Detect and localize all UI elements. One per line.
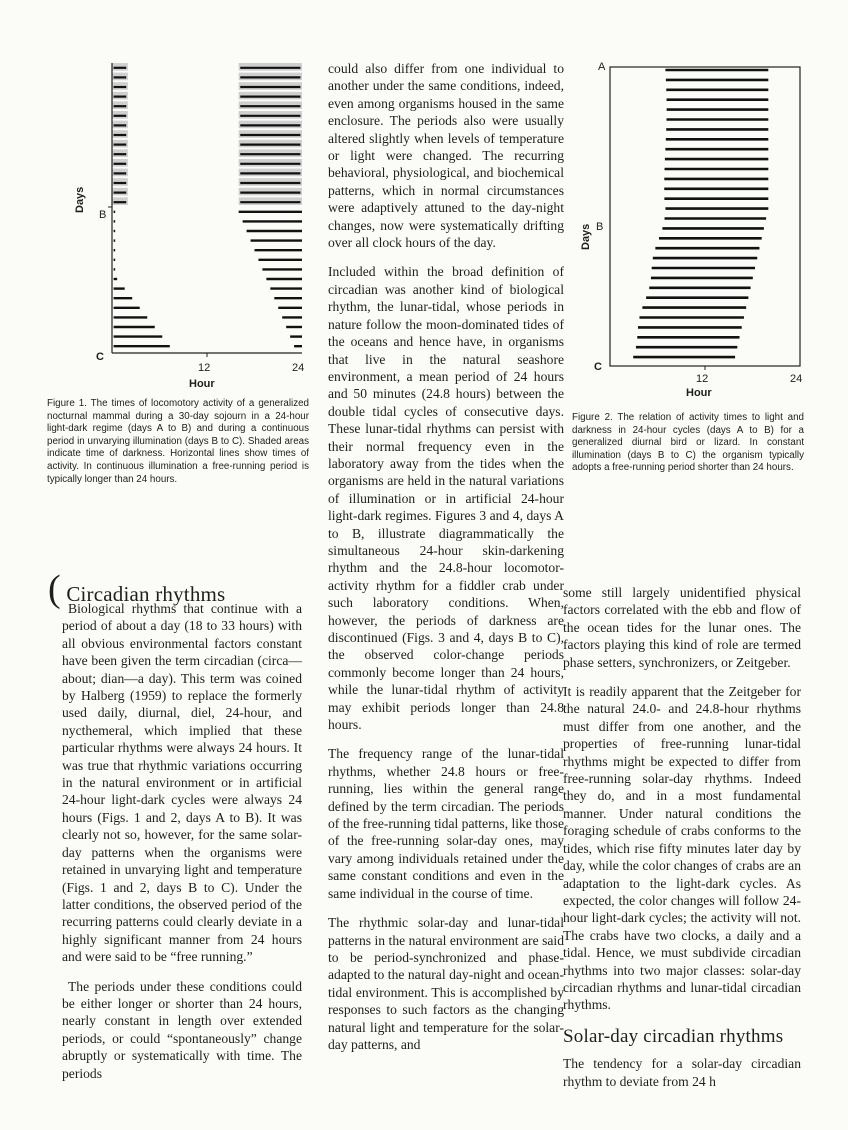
figure-1-day-row xyxy=(112,159,302,167)
figure-1-day-row xyxy=(112,130,302,138)
figure-1-day-row xyxy=(112,149,302,157)
figure-1-day-row xyxy=(112,169,302,177)
figure-1-y-axis-label: Days xyxy=(74,186,86,213)
figure-2-frame xyxy=(610,67,800,366)
figure-1-day-row xyxy=(112,197,302,205)
figure-1-day-row xyxy=(112,82,302,90)
figure-2-actogram xyxy=(578,55,828,400)
figure-1-actogram xyxy=(70,55,320,395)
left-column xyxy=(62,600,302,1082)
figure-1-day-row xyxy=(112,188,302,196)
section-heading-solar-day: Solar-day circadian rhythms xyxy=(563,1025,784,1047)
figure-2-marker-a: A xyxy=(598,61,606,73)
figure-1-day-row xyxy=(112,178,302,186)
bracket-mark: ( xyxy=(48,568,61,610)
figure-2-caption: Figure 2. The relation of activity times to light and darkness in 24-hour cycles (days A to B) for a generalized diurnal bird or lizard. In constant illumination (days B to C) the organism typically adopts a free-running period shorter than 24 hours. xyxy=(572,412,804,474)
paragraph: Biological rhythms that continue with a period of about a day (18 to 33 hours) with all obvious environmental factors constant have been given the term circadian (circa—about; dian—a day). This term was coined by Halberg (1959) to replace the formerly used daily, diurnal, diel, 24-hour, and nycthemeral, which implied that these particular rhythms were always 24 hours. It was true that rhythmic variations occurring in the natural environment or in artificial 24-hour light-dark cycles were always 24 hours (Figs. 1 and 2, days A to B). It was clearly not so, however, for the same solar-day patterns when the organisms were retained in unvarying light and temperature (Figs. 1 and 2, days B to C). Under the latter conditions, the observed period of the recurring patterns could clearly deviate in a highly significant manner from 24 hours and were said to be “free running.” xyxy=(62,601,302,965)
figure-1-day-row xyxy=(112,121,302,129)
figure-1-tick-24: 24 xyxy=(292,362,305,374)
figure-1-x-axis-label: Hour xyxy=(189,378,215,390)
figure-1-day-row xyxy=(112,140,302,148)
paragraph: could also differ from one individual to another under the same conditions, indeed, even among organisms housed in the same enclosure. The periods also were usually altered slightly when levels of temperature or light were changed. The recurring behavioral, physiological, and biochemical patterns, which in normal circumstances were adaptively attuned to the day-night changes, now were systematically drifting over all clock hours of the day. xyxy=(328,61,564,251)
middle-column xyxy=(328,60,564,1053)
figure-1-day-row xyxy=(112,63,302,71)
figure-1-day-row xyxy=(112,73,302,81)
figure-2-tick-24: 24 xyxy=(790,373,803,385)
figure-2-marker-b: B xyxy=(596,221,604,233)
figure-1-marker-c: C xyxy=(96,351,104,363)
paragraph: The periods under these conditions could be either longer or shorter than 24 hours, nearly constant in length over extended periods, or could “spontaneously” change abruptly or systematically with time. The periods xyxy=(62,978,302,1081)
figure-1-day-row xyxy=(112,111,302,119)
figure-1-day-row xyxy=(112,101,302,109)
figure-1-marker-b: B xyxy=(99,209,107,221)
figure-1 xyxy=(70,55,320,395)
figure-2-tick-12: 12 xyxy=(696,373,709,385)
paragraph: The rhythmic solar-day and lunar-tidal patterns in the natural environment are said to be period-synchronized and phase-adapted to the natural day-night and ocean-tidal environment. This is accomplished by responses to such factors as the changing natural light and temperature for the solar-day patterns, and xyxy=(328,915,564,1052)
figure-2-x-axis-label: Hour xyxy=(686,387,712,399)
paragraph: It is readily apparent that the Zeitgeber for the natural 24.0- and 24.8-hour rhythms must differ from one another, and the properties of free-running lunar-tidal rhythms might be expected to differ from free-running solar-day rhythms. Indeed they do, and in a most fundamental manner. Under natural conditions the foraging schedule of crabs conforms to the tides, which rise fifty minutes later day by day, while the color changes of crabs are an adaptation to the light-dark cycles. As expected, the color changes will follow 24-hour light-dark cycles; the activity will not. The crabs have two clocks, a daily and a tidal. Hence, we must subdivide circadian rhythms into two major classes: solar-day circadian rhythms and lunar-tidal circadian rhythms. xyxy=(563,684,801,1013)
figure-1-caption: Figure 1. The times of locomotory activity of a generalized nocturnal mammal during a 30-day sojourn in a 24-hour light-dark regime (days A to B) and during a continuous period in unvarying illumination (days B to C). Shaded areas indicate time of darkness. Horizontal lines show times of activity. In continuous illumination a free-running period is typically longer than 24 hours. xyxy=(47,398,309,485)
figure-2-marker-c: C xyxy=(594,361,602,373)
section-heading-circadian-rhythms: ( Circadian rhythms xyxy=(48,568,226,610)
figure-1-day-row xyxy=(112,92,302,100)
figure-1-tick-12: 12 xyxy=(198,362,211,374)
right-column xyxy=(563,584,801,1090)
paragraph: Included within the broad definition of circadian was another kind of biological rhythm, the lunar-tidal, whose periods in nature follow the moon-dominated tides of the oceans and hence have, in organisms that live in the natural seashore environment, a mean period of 24 hours and 50 minutes (24.8 hours) between the double tidal cycles of consecutive days. These lunar-tidal rhythms can persist with their normal frequency even in the laboratory away from the tides when the organisms are held in the natural variations of illumination or in artificial 24-hour light-dark regimes. Figures 3 and 4, days A to B, illustrate diagrammatically the simultaneous 24-hour skin-darkening rhythm and the 24.8-hour locomotor-activity rhythm for a fiddler crab under such laboratory conditions. When, however, the periods of darkness are discontinued (Figs. 3 and 4, days B to C), the observed color-change periods commonly become longer than 24 hours, while the lunar-tidal rhythm of activity may exhibit periods longer than 24.8 hours. xyxy=(328,264,564,733)
paragraph: The tendency for a solar-day circadian rhythm to deviate from 24 h xyxy=(563,1056,801,1089)
figure-2-y-axis-label: Days xyxy=(580,223,592,250)
paragraph: The frequency range of the lunar-tidal rhythms, whether 24.8 hours or free-running, lies within the general range defined by the term circadian. The periods of the free-running tidal patterns, like those of the free-running solar-day ones, may vary among individuals retained under the same constant conditions and even in the same individual in the course of time. xyxy=(328,746,564,901)
figure-2 xyxy=(578,55,828,400)
paragraph: some still largely unidentified physical factors correlated with the ebb and flow of the ocean tides for the lunar ones. The factors playing this kind of role are termed phase setters, synchronizers, or Zeitgeber. xyxy=(563,585,801,670)
